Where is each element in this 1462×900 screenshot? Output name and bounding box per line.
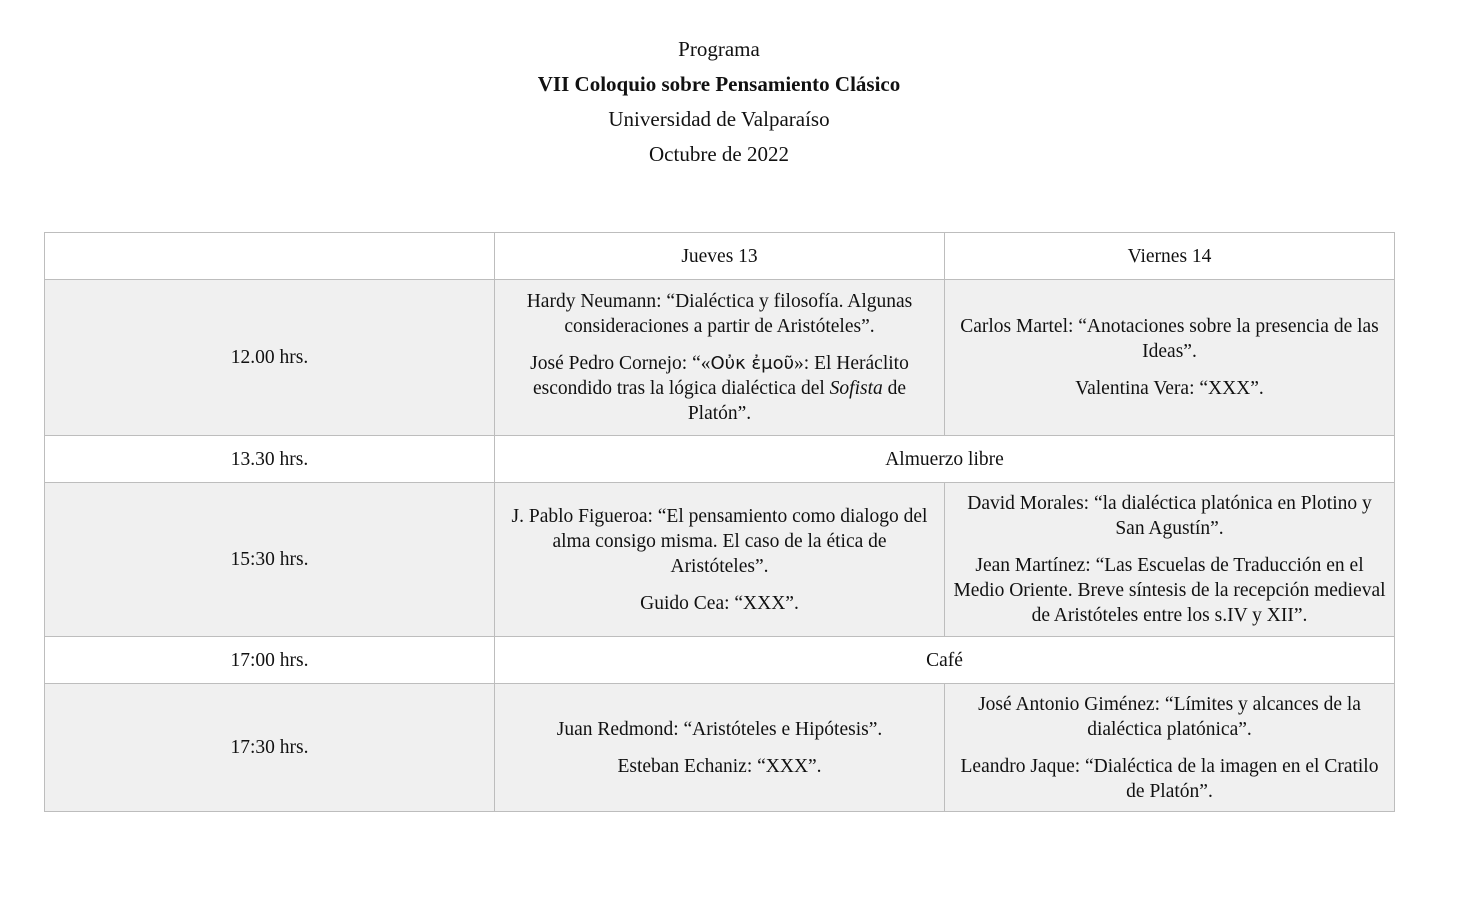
table-row: [45, 280, 1395, 436]
time-cell: 17:30 hrs.: [45, 684, 495, 812]
friday-cell: [945, 280, 1395, 436]
thursday-cell: [495, 483, 945, 637]
friday-cell: [945, 483, 1395, 637]
column-header-time: [45, 233, 495, 280]
table-row: [45, 637, 1395, 684]
table-row: [45, 684, 1395, 812]
table-header-row: [45, 233, 1395, 280]
work-title: Sofista: [829, 378, 883, 399]
header-program-label: Programa: [678, 37, 760, 61]
table-row: [45, 436, 1395, 483]
talk-entry: J. Pablo Figueroa: “El pensamiento como dialogo del alma consigo misma. El caso de la ética de Aristóteles”.: [511, 505, 928, 577]
talk-entry: Guido Cea: “XXX”.: [640, 592, 799, 614]
talk-text: de Platón”.: [687, 378, 907, 424]
talk-entry: Esteban Echaniz: “XXX”.: [617, 755, 822, 777]
talk-entry: [503, 351, 936, 426]
header-university: Universidad de Valparaíso: [608, 107, 830, 131]
column-header-friday: Viernes 14: [945, 233, 1395, 280]
thursday-cell: [495, 280, 945, 436]
talk-entry: Hardy Neumann: “Dialéctica y filosofía. Algunas consideraciones a partir de Aristóteles”.: [526, 291, 913, 337]
friday-cell: [945, 684, 1395, 812]
time-cell: 15:30 hrs.: [45, 483, 495, 637]
schedule-table: [44, 232, 1395, 812]
talk-entry: David Morales: “la dialéctica platónica en Plotino y San Agustín”.: [967, 493, 1372, 539]
talk-entry: Carlos Martel: “Anotaciones sobre la presencia de las Ideas”.: [960, 316, 1379, 362]
thursday-cell: [495, 684, 945, 812]
talk-text: »: El Heráclito escondido tras la lógica dialéctica del: [532, 353, 909, 399]
talk-entry: Valentina Vera: “XXX”.: [1075, 378, 1264, 399]
header-title: VII Coloquio sobre Pensamiento Clásico: [537, 72, 901, 96]
break-cell: Almuerzo libre: [495, 436, 1395, 483]
time-cell: 12.00 hrs.: [45, 280, 495, 436]
greek-phrase: Οὐκ ἐμοῦ: [710, 353, 795, 374]
talk-text: José Pedro Cornejo: “«: [530, 353, 711, 374]
column-header-thursday: Jueves 13: [495, 233, 945, 280]
table-row: [45, 483, 1395, 637]
break-cell: Café: [495, 637, 1395, 684]
talk-entry: José Antonio Giménez: “Límites y alcances de la dialéctica platónica”.: [978, 693, 1361, 740]
time-cell: 17:00 hrs.: [45, 637, 495, 684]
header-date: Octubre de 2022: [649, 142, 789, 166]
talk-entry: Leandro Jaque: “Dialéctica de la imagen en el Cratilo de Platón”.: [960, 755, 1379, 802]
talk-entry: Jean Martínez: “Las Escuelas de Traducción en el Medio Oriente. Breve síntesis de la recepción medieval de Aristóteles entre los s.IV y XII”.: [953, 555, 1386, 626]
time-cell: 13.30 hrs.: [45, 436, 495, 483]
talk-entry: Juan Redmond: “Aristóteles e Hipótesis”.: [556, 718, 883, 740]
document-header: [0, 32, 1438, 172]
